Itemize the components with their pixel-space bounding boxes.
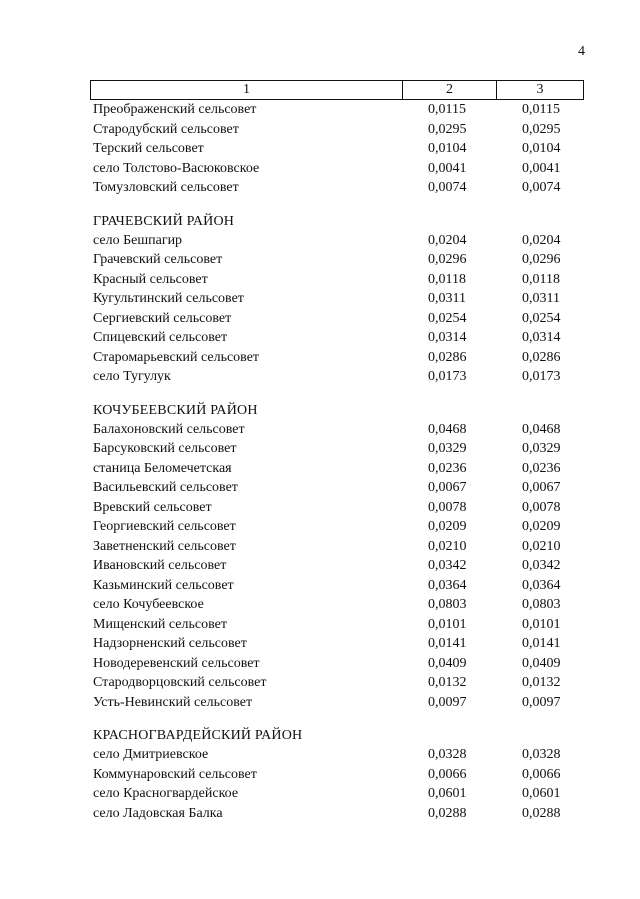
table-row <box>0 459 640 479</box>
value-column-2: 0,0104 <box>428 141 467 156</box>
value-column-2: 0,0067 <box>428 480 467 495</box>
value-column-2: 0,0173 <box>428 369 467 384</box>
table-row <box>0 478 640 498</box>
page-number: 4 <box>578 44 585 59</box>
table-row <box>0 439 640 459</box>
value-column-2: 0,0066 <box>428 766 467 782</box>
value-column-3: 0,0101 <box>522 616 561 632</box>
table-row <box>0 537 640 557</box>
value-column-2: 0,0118 <box>428 271 466 287</box>
settlement-name: Казьминский сельсовет <box>93 577 234 593</box>
value-column-3: 0,0288 <box>522 805 561 821</box>
settlement-name: Коммунаровский сельсовет <box>93 766 257 782</box>
value-column-2: 0,0254 <box>428 310 467 326</box>
table-row <box>0 328 640 348</box>
value-column-3: 0,0078 <box>522 499 561 515</box>
value-column-3: 0,0118 <box>522 271 560 287</box>
settlement-name: Надзорненский сельсовет <box>93 636 247 651</box>
value-column-3: 0,0104 <box>522 141 561 156</box>
value-column-3: 0,0409 <box>522 655 561 671</box>
value-column-2: 0,0409 <box>428 655 467 671</box>
value-column-2: 0,0329 <box>428 441 467 456</box>
table-row <box>0 634 640 654</box>
value-column-2: 0,0097 <box>428 694 467 710</box>
table-row <box>0 673 640 693</box>
value-column-2: 0,0210 <box>428 538 467 554</box>
value-column-2: 0,0078 <box>428 499 467 515</box>
table-row <box>0 270 640 290</box>
value-column-2: 0,0115 <box>428 102 466 117</box>
district-section <box>0 387 640 713</box>
value-column-2: 0,0311 <box>428 291 466 306</box>
table-row <box>0 615 640 635</box>
value-column-2: 0,0328 <box>428 747 467 762</box>
value-column-3: 0,0067 <box>522 480 561 495</box>
settlement-name: Георгиевский сельсовет <box>93 519 236 534</box>
section-spacer <box>0 387 640 401</box>
district-section <box>0 712 640 823</box>
value-column-3: 0,0173 <box>522 369 561 384</box>
table-body <box>0 100 640 823</box>
settlement-name: Заветненский сельсовет <box>93 538 236 554</box>
value-column-2: 0,0601 <box>428 786 467 801</box>
table-row <box>0 309 640 329</box>
settlement-name: Усть-Невинский сельсовет <box>93 694 253 710</box>
table-row <box>0 517 640 537</box>
table-row <box>0 784 640 804</box>
value-column-3: 0,0286 <box>522 349 561 365</box>
settlement-name: село Красногвардейское <box>93 786 239 801</box>
column-header-3: 3 <box>536 82 544 97</box>
table-row <box>0 367 640 387</box>
table-row <box>0 120 640 140</box>
value-column-3: 0,0254 <box>522 310 561 326</box>
settlement-name: Старомарьевский сельсовет <box>93 349 260 365</box>
value-column-2: 0,0296 <box>428 252 467 267</box>
value-column-2: 0,0236 <box>428 460 467 476</box>
table-row <box>0 348 640 368</box>
table-row <box>0 765 640 785</box>
settlement-name: Грачевский сельсовет <box>93 252 223 267</box>
value-column-2: 0,0364 <box>428 577 467 593</box>
column-header-2: 2 <box>403 81 497 99</box>
table-row <box>0 576 640 596</box>
table-row <box>0 159 640 179</box>
table-row <box>0 693 640 713</box>
settlement-name: Балахоновский сельсовет <box>93 421 245 437</box>
value-column-3: 0,0141 <box>522 636 561 651</box>
value-column-3: 0,0296 <box>522 252 561 267</box>
settlement-name: село Дмитриевское <box>93 747 209 762</box>
settlement-name: Новодеревенский сельсовет <box>93 655 260 671</box>
value-column-3: 0,0097 <box>522 694 561 710</box>
value-column-3: 0,0210 <box>522 538 561 554</box>
settlement-name: Мищенский сельсовет <box>93 616 227 632</box>
value-column-3: 0,0209 <box>522 519 561 534</box>
table-row <box>0 595 640 615</box>
settlement-name: село Ладовская Балка <box>93 805 223 821</box>
table-row <box>0 420 640 440</box>
settlement-name: станица Беломечетская <box>93 460 232 476</box>
settlement-name: Стародворцовский сельсовет <box>93 675 267 690</box>
settlement-name: Терский сельсовет <box>93 141 204 156</box>
table-row <box>0 654 640 674</box>
settlement-name: Барсуковский сельсовет <box>93 441 237 456</box>
value-column-2: 0,0074 <box>428 180 467 195</box>
settlement-name: Преображенский сельсовет <box>93 102 257 117</box>
value-column-3: 0,0204 <box>522 232 561 248</box>
value-column-3: 0,0066 <box>522 766 561 782</box>
district-section <box>0 198 640 387</box>
table-row <box>0 498 640 518</box>
column-header-1: 1 <box>91 81 403 99</box>
value-column-3: 0,0328 <box>522 747 561 762</box>
table-row <box>0 745 640 765</box>
value-column-3: 0,0601 <box>522 786 561 801</box>
table-header <box>90 80 584 100</box>
value-column-2: 0,0468 <box>428 421 467 437</box>
settlement-name: село Кочубеевское <box>93 597 204 612</box>
value-column-3: 0,0236 <box>522 460 561 476</box>
value-column-2: 0,0288 <box>428 805 467 821</box>
settlement-name: Васильевский сельсовет <box>93 480 238 495</box>
value-column-3: 0,0364 <box>522 577 561 593</box>
settlement-name: Стародубский сельсовет <box>93 121 239 137</box>
value-column-3: 0,0295 <box>522 121 561 137</box>
settlement-name: село Толстово-Васюковское <box>93 160 260 176</box>
value-column-3: 0,0468 <box>522 421 561 437</box>
table-row <box>0 100 640 120</box>
value-column-2: 0,0141 <box>428 636 467 651</box>
table-row <box>0 178 640 198</box>
value-column-3: 0,0803 <box>522 597 561 612</box>
value-column-2: 0,0314 <box>428 330 467 345</box>
district-title: КРАСНОГВАРДЕЙСКИЙ РАЙОН <box>93 728 303 743</box>
settlement-name: Красный сельсовет <box>93 271 208 287</box>
settlement-name: село Бешпагир <box>93 232 183 248</box>
value-column-2: 0,0041 <box>428 160 467 176</box>
value-column-3: 0,0132 <box>522 675 561 690</box>
district-section <box>0 100 640 198</box>
settlement-name: Ивановский сельсовет <box>93 558 227 573</box>
value-column-3: 0,0115 <box>522 102 560 117</box>
settlement-name: село Тугулук <box>93 369 171 384</box>
value-column-3: 0,0074 <box>522 180 561 195</box>
table-row <box>0 231 640 251</box>
value-column-3: 0,0329 <box>522 441 561 456</box>
value-column-2: 0,0204 <box>428 232 467 248</box>
settlement-name: Спицевский сельсовет <box>93 330 228 345</box>
value-column-3: 0,0311 <box>522 291 560 306</box>
value-column-3: 0,0041 <box>522 160 561 176</box>
table-row <box>0 289 640 309</box>
value-column-2: 0,0803 <box>428 597 467 612</box>
district-title: КОЧУБЕЕВСКИЙ РАЙОН <box>93 402 258 418</box>
section-spacer <box>0 712 640 726</box>
table-row <box>0 804 640 824</box>
table-row <box>0 250 640 270</box>
table-row <box>0 556 640 576</box>
settlement-name: Кугультинский сельсовет <box>93 291 244 306</box>
value-column-2: 0,0342 <box>428 558 467 573</box>
settlement-name: Томузловский сельсовет <box>93 180 239 195</box>
value-column-3: 0,0342 <box>522 558 561 573</box>
district-title: ГРАЧЕВСКИЙ РАЙОН <box>93 213 235 229</box>
value-column-2: 0,0101 <box>428 616 467 632</box>
section-spacer <box>0 198 640 212</box>
value-column-3: 0,0314 <box>522 330 561 345</box>
value-column-2: 0,0209 <box>428 519 467 534</box>
settlement-name: Вревский сельсовет <box>93 499 212 515</box>
value-column-2: 0,0295 <box>428 121 467 137</box>
value-column-2: 0,0132 <box>428 675 467 690</box>
settlement-name: Сергиевский сельсовет <box>93 310 232 326</box>
table-row <box>0 139 640 159</box>
value-column-2: 0,0286 <box>428 349 467 365</box>
